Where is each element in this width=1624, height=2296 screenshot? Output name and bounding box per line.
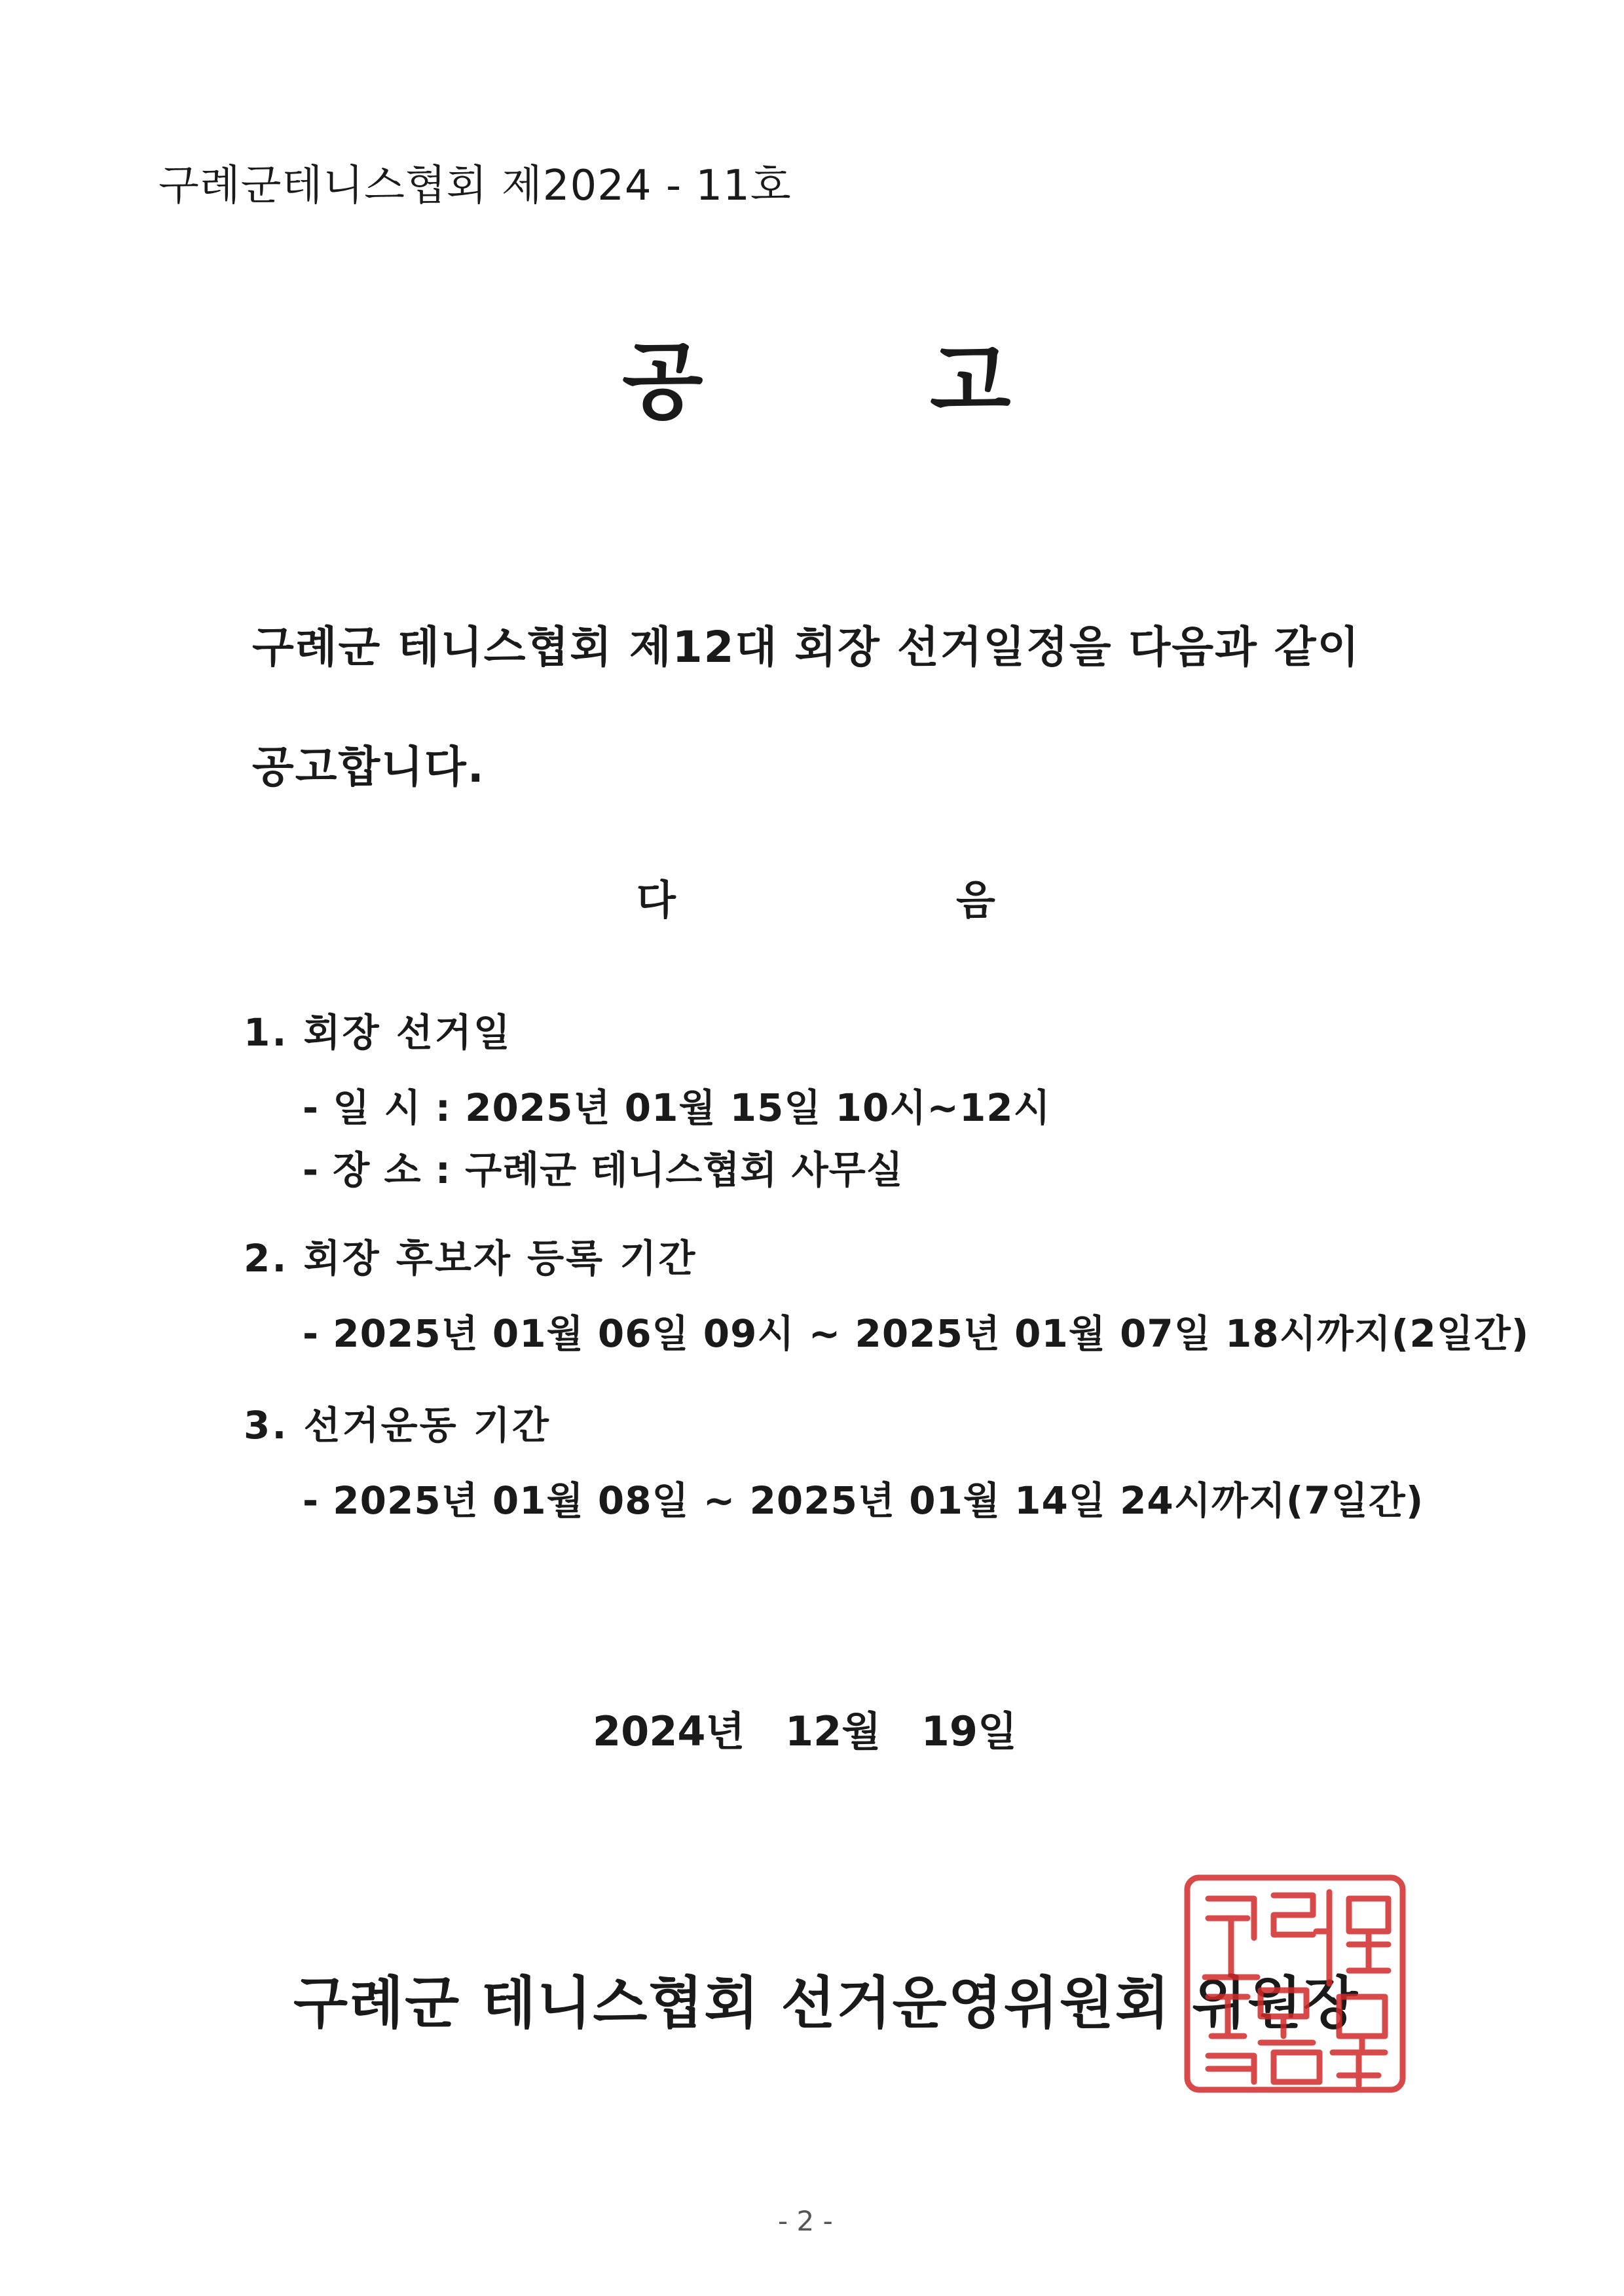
note-heading-char-1: 다 bbox=[637, 876, 676, 924]
section-item-registration-period: - 2025년 01월 06일 09시 ~ 2025년 01월 07일 18시까지(2일간) bbox=[303, 1311, 1530, 1356]
intro-line-1: 구례군 테니스협회 제12대 회장 선거일정을 다음과 같이 bbox=[252, 622, 1361, 672]
section-heading-election-day: 1. 회장 선거일 bbox=[244, 1010, 512, 1055]
note-heading-char-2: 음 bbox=[956, 876, 995, 924]
signature-line: 구례군 테니스협회 선거운영위원회 위원장 bbox=[293, 1971, 1359, 2036]
section-heading-registration: 2. 회장 후보자 등록 기간 bbox=[244, 1236, 697, 1281]
official-seal-stamp bbox=[1182, 1872, 1408, 2095]
section-item-location: - 장 소 : 구례군 테니스협회 사무실 bbox=[303, 1148, 904, 1192]
page-title-char-2: 고 bbox=[930, 333, 1011, 431]
page-title-char-1: 공 bbox=[622, 333, 703, 431]
intro-line-2: 공고합니다. bbox=[252, 742, 485, 792]
section-item-datetime: - 일 시 : 2025년 01월 15일 10시~12시 bbox=[303, 1085, 1051, 1130]
section-heading-campaign: 3. 선거운동 기간 bbox=[244, 1403, 551, 1448]
document-number: 구례군테니스협회 제2024 - 11호 bbox=[158, 162, 792, 210]
announcement-date: 2024년 12월 19일 bbox=[593, 1707, 1017, 1755]
section-item-campaign-period: - 2025년 01월 08일 ~ 2025년 01월 14일 24시까지(7일간) bbox=[303, 1478, 1424, 1523]
page-number: - 2 - bbox=[778, 2205, 833, 2237]
